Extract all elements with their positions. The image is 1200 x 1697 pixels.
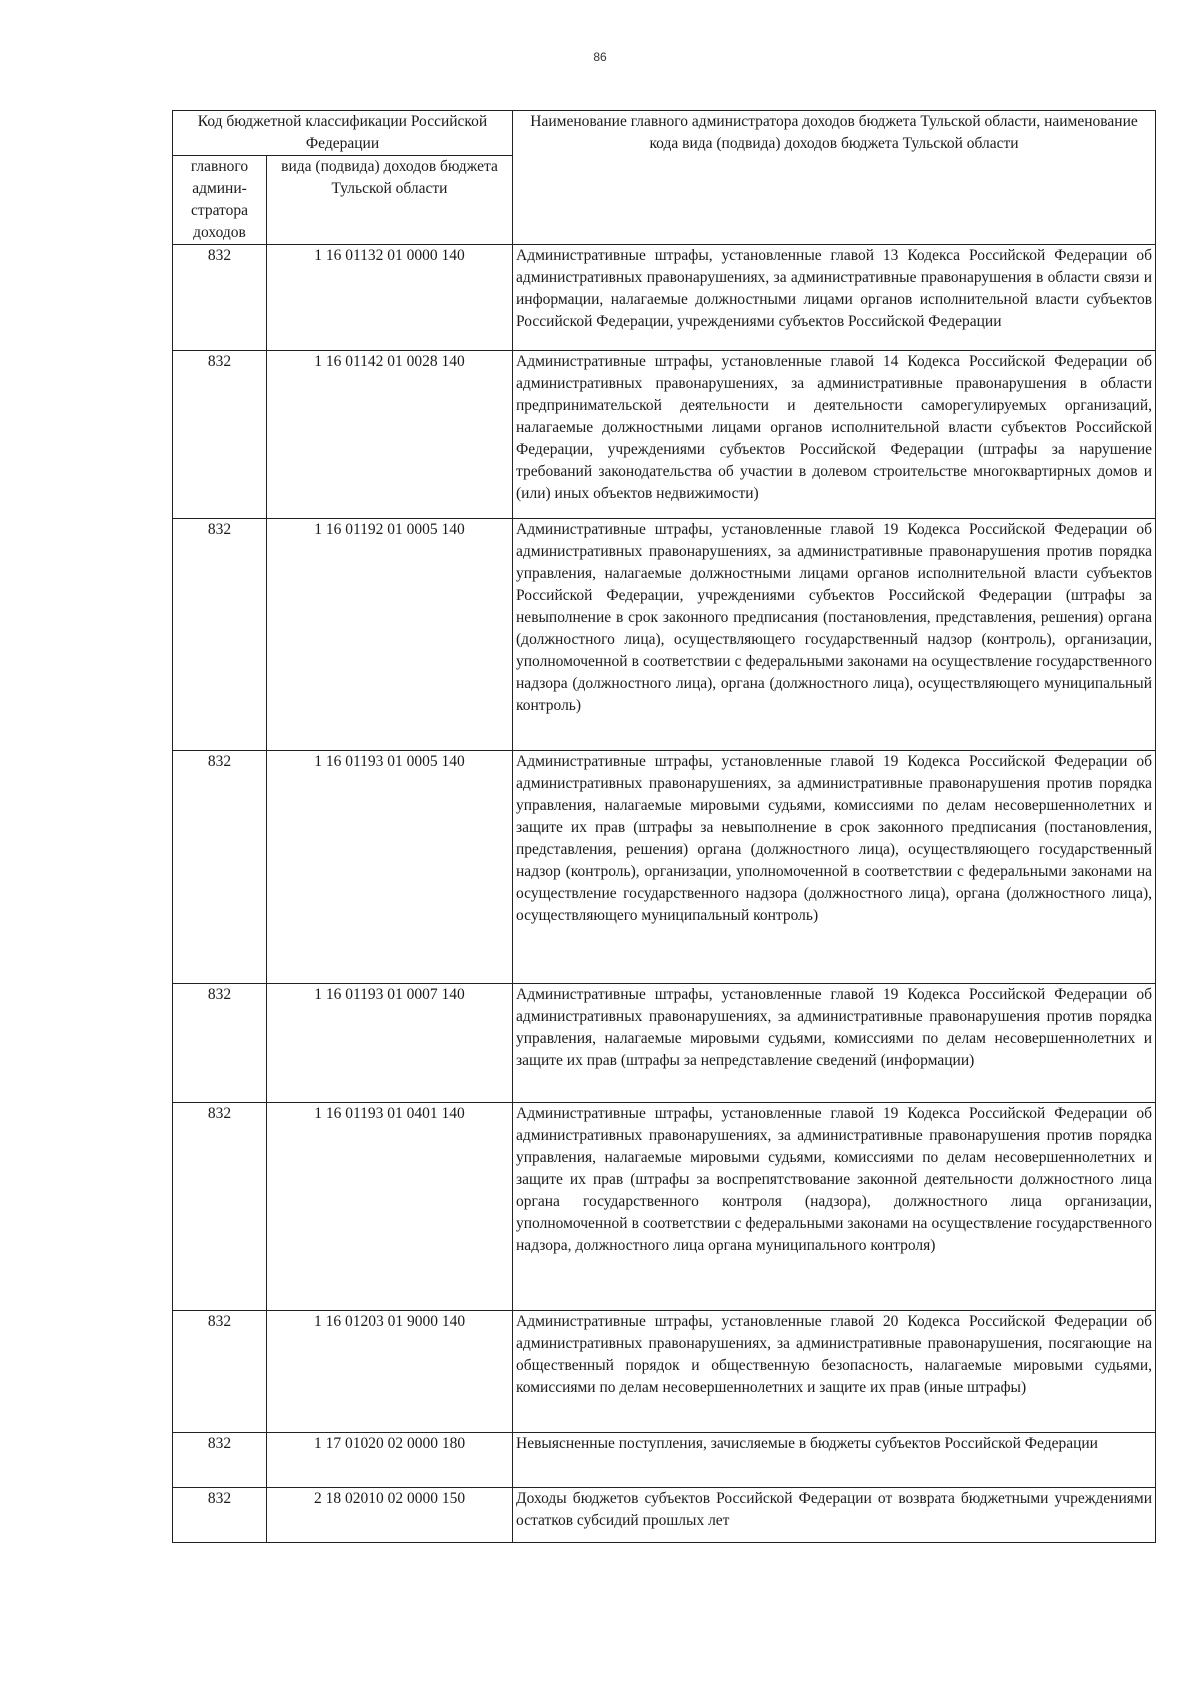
description-cell: Административные штрафы, установленные главой 13 Кодекса Российской Федерации об административных правонарушениях, за административные правонарушения в области связи и информации, налагаемые должностными лицами органов исполнительной власти субъектов Российской Федерации, учреждениями субъектов Российской Федерации	[513, 245, 1156, 351]
income-code-cell: 1 16 01142 01 0028 140	[267, 351, 513, 519]
income-code-cell: 1 16 01132 01 0000 140	[267, 245, 513, 351]
description-cell: Административные штрафы, установленные главой 19 Кодекса Российской Федерации об административных правонарушениях, за административные правонарушения против порядка управления, налагаемые мировыми судьями, комиссиями по делам несовершеннолетних и защите их прав (штрафы за воспрепятствование законной деятельности должностного лица органа государственного контроля (надзора), должностного лица организации, уполномоченной в соответствии с федеральными законами на осуществление государственного надзора, должностного лица органа муниципального контроля)	[513, 1103, 1156, 1311]
header-budget-classification-code: Код бюджетной классификации Российской Федерации	[173, 111, 513, 156]
description-cell: Административные штрафы, установленные главой 20 Кодекса Российской Федерации об административных правонарушениях, за административные правонарушения, посягающие на общественный порядок и общественную безопасность, налагаемые мировыми судьями, комиссиями по делам несовершеннолетних и защите их прав (иные штрафы)	[513, 1311, 1156, 1433]
income-code-cell: 2 18 02010 02 0000 150	[267, 1488, 513, 1543]
table-row	[173, 751, 1156, 984]
header-main-administrator: главного админи-стратора доходов	[173, 156, 267, 245]
administrator-code-cell: 832	[173, 351, 267, 519]
table-row	[173, 519, 1156, 751]
administrator-code-cell: 832	[173, 1103, 267, 1311]
income-code-cell: 1 16 01203 01 9000 140	[267, 1311, 513, 1433]
description-cell: Административные штрафы, установленные главой 19 Кодекса Российской Федерации об административных правонарушениях, за административные правонарушения против порядка управления, налагаемые должностными лицами органов исполнительной власти субъектов Российской Федерации, учреждениями субъектов Российской Федерации (штрафы за невыполнение в срок законного предписания (постановления, представления, решения) органа (должностного лица), осуществляющего государственный надзор (контроль), организации, уполномоченной в соответствии с федеральными законами на осуществление государственного надзора (должностного лица), органа (должностного лица), осуществляющего муниципальный контроль)	[513, 519, 1156, 751]
description-cell: Невыясненные поступления, зачисляемые в бюджеты субъектов Российской Федерации	[513, 1433, 1156, 1488]
administrator-code-cell: 832	[173, 245, 267, 351]
header-administrator-name: Наименование главного администратора доходов бюджета Тульской области, наименование кода вида (подвида) доходов бюджета Тульской области	[513, 111, 1156, 245]
table-row	[173, 1311, 1156, 1433]
table-row	[173, 245, 1156, 351]
income-code-cell: 1 16 01192 01 0005 140	[267, 519, 513, 751]
table-row	[173, 1488, 1156, 1543]
income-code-cell: 1 16 01193 01 0401 140	[267, 1103, 513, 1311]
budget-classification-table	[172, 110, 1156, 1543]
page-number: 86	[593, 50, 607, 64]
description-cell: Доходы бюджетов субъектов Российской Федерации от возврата бюджетными учреждениями остатков субсидий прошлых лет	[513, 1488, 1156, 1543]
administrator-code-cell: 832	[173, 519, 267, 751]
administrator-code-cell: 832	[173, 1433, 267, 1488]
administrator-code-cell: 832	[173, 1488, 267, 1543]
income-code-cell: 1 17 01020 02 0000 180	[267, 1433, 513, 1488]
header-income-type-code: вида (подвида) доходов бюджета Тульской области	[267, 156, 513, 245]
table-row	[173, 1103, 1156, 1311]
table-row	[173, 984, 1156, 1103]
description-cell: Административные штрафы, установленные главой 19 Кодекса Российской Федерации об административных правонарушениях, за административные правонарушения против порядка управления, налагаемые мировыми судьями, комиссиями по делам несовершеннолетних и защите их прав (штрафы за невыполнение в срок законного предписания (постановления, представления, решения) органа (должностного лица), осуществляющего государственный надзор (контроль), организации, уполномоченной в соответствии с федеральными законами на осуществление государственного надзора (должностного лица), органа (должностного лица), осуществляющего муниципальный контроль)	[513, 751, 1156, 984]
income-code-cell: 1 16 01193 01 0007 140	[267, 984, 513, 1103]
administrator-code-cell: 832	[173, 1311, 267, 1433]
income-code-cell: 1 16 01193 01 0005 140	[267, 751, 513, 984]
table-row	[173, 351, 1156, 519]
administrator-code-cell: 832	[173, 984, 267, 1103]
administrator-code-cell: 832	[173, 751, 267, 984]
description-cell: Административные штрафы, установленные главой 14 Кодекса Российской Федерации об административных правонарушениях, за административные правонарушения в области предпринимательской деятельности и деятельности саморегулируемых организаций, налагаемые должностными лицами органов исполнительной власти субъектов Российской Федерации, учреждениями субъектов Российской Федерации (штрафы за нарушение требований законодательства об участии в долевом строительстве многоквартирных домов и (или) иных объектов недвижимости)	[513, 351, 1156, 519]
table-row	[173, 1433, 1156, 1488]
description-cell: Административные штрафы, установленные главой 19 Кодекса Российской Федерации об административных правонарушениях, за административные правонарушения против порядка управления, налагаемые мировыми судьями, комиссиями по делам несовершеннолетних и защите их прав (штрафы за непредставление сведений (информации)	[513, 984, 1156, 1103]
table-body	[173, 245, 1156, 1543]
table-header-row	[173, 111, 1156, 156]
